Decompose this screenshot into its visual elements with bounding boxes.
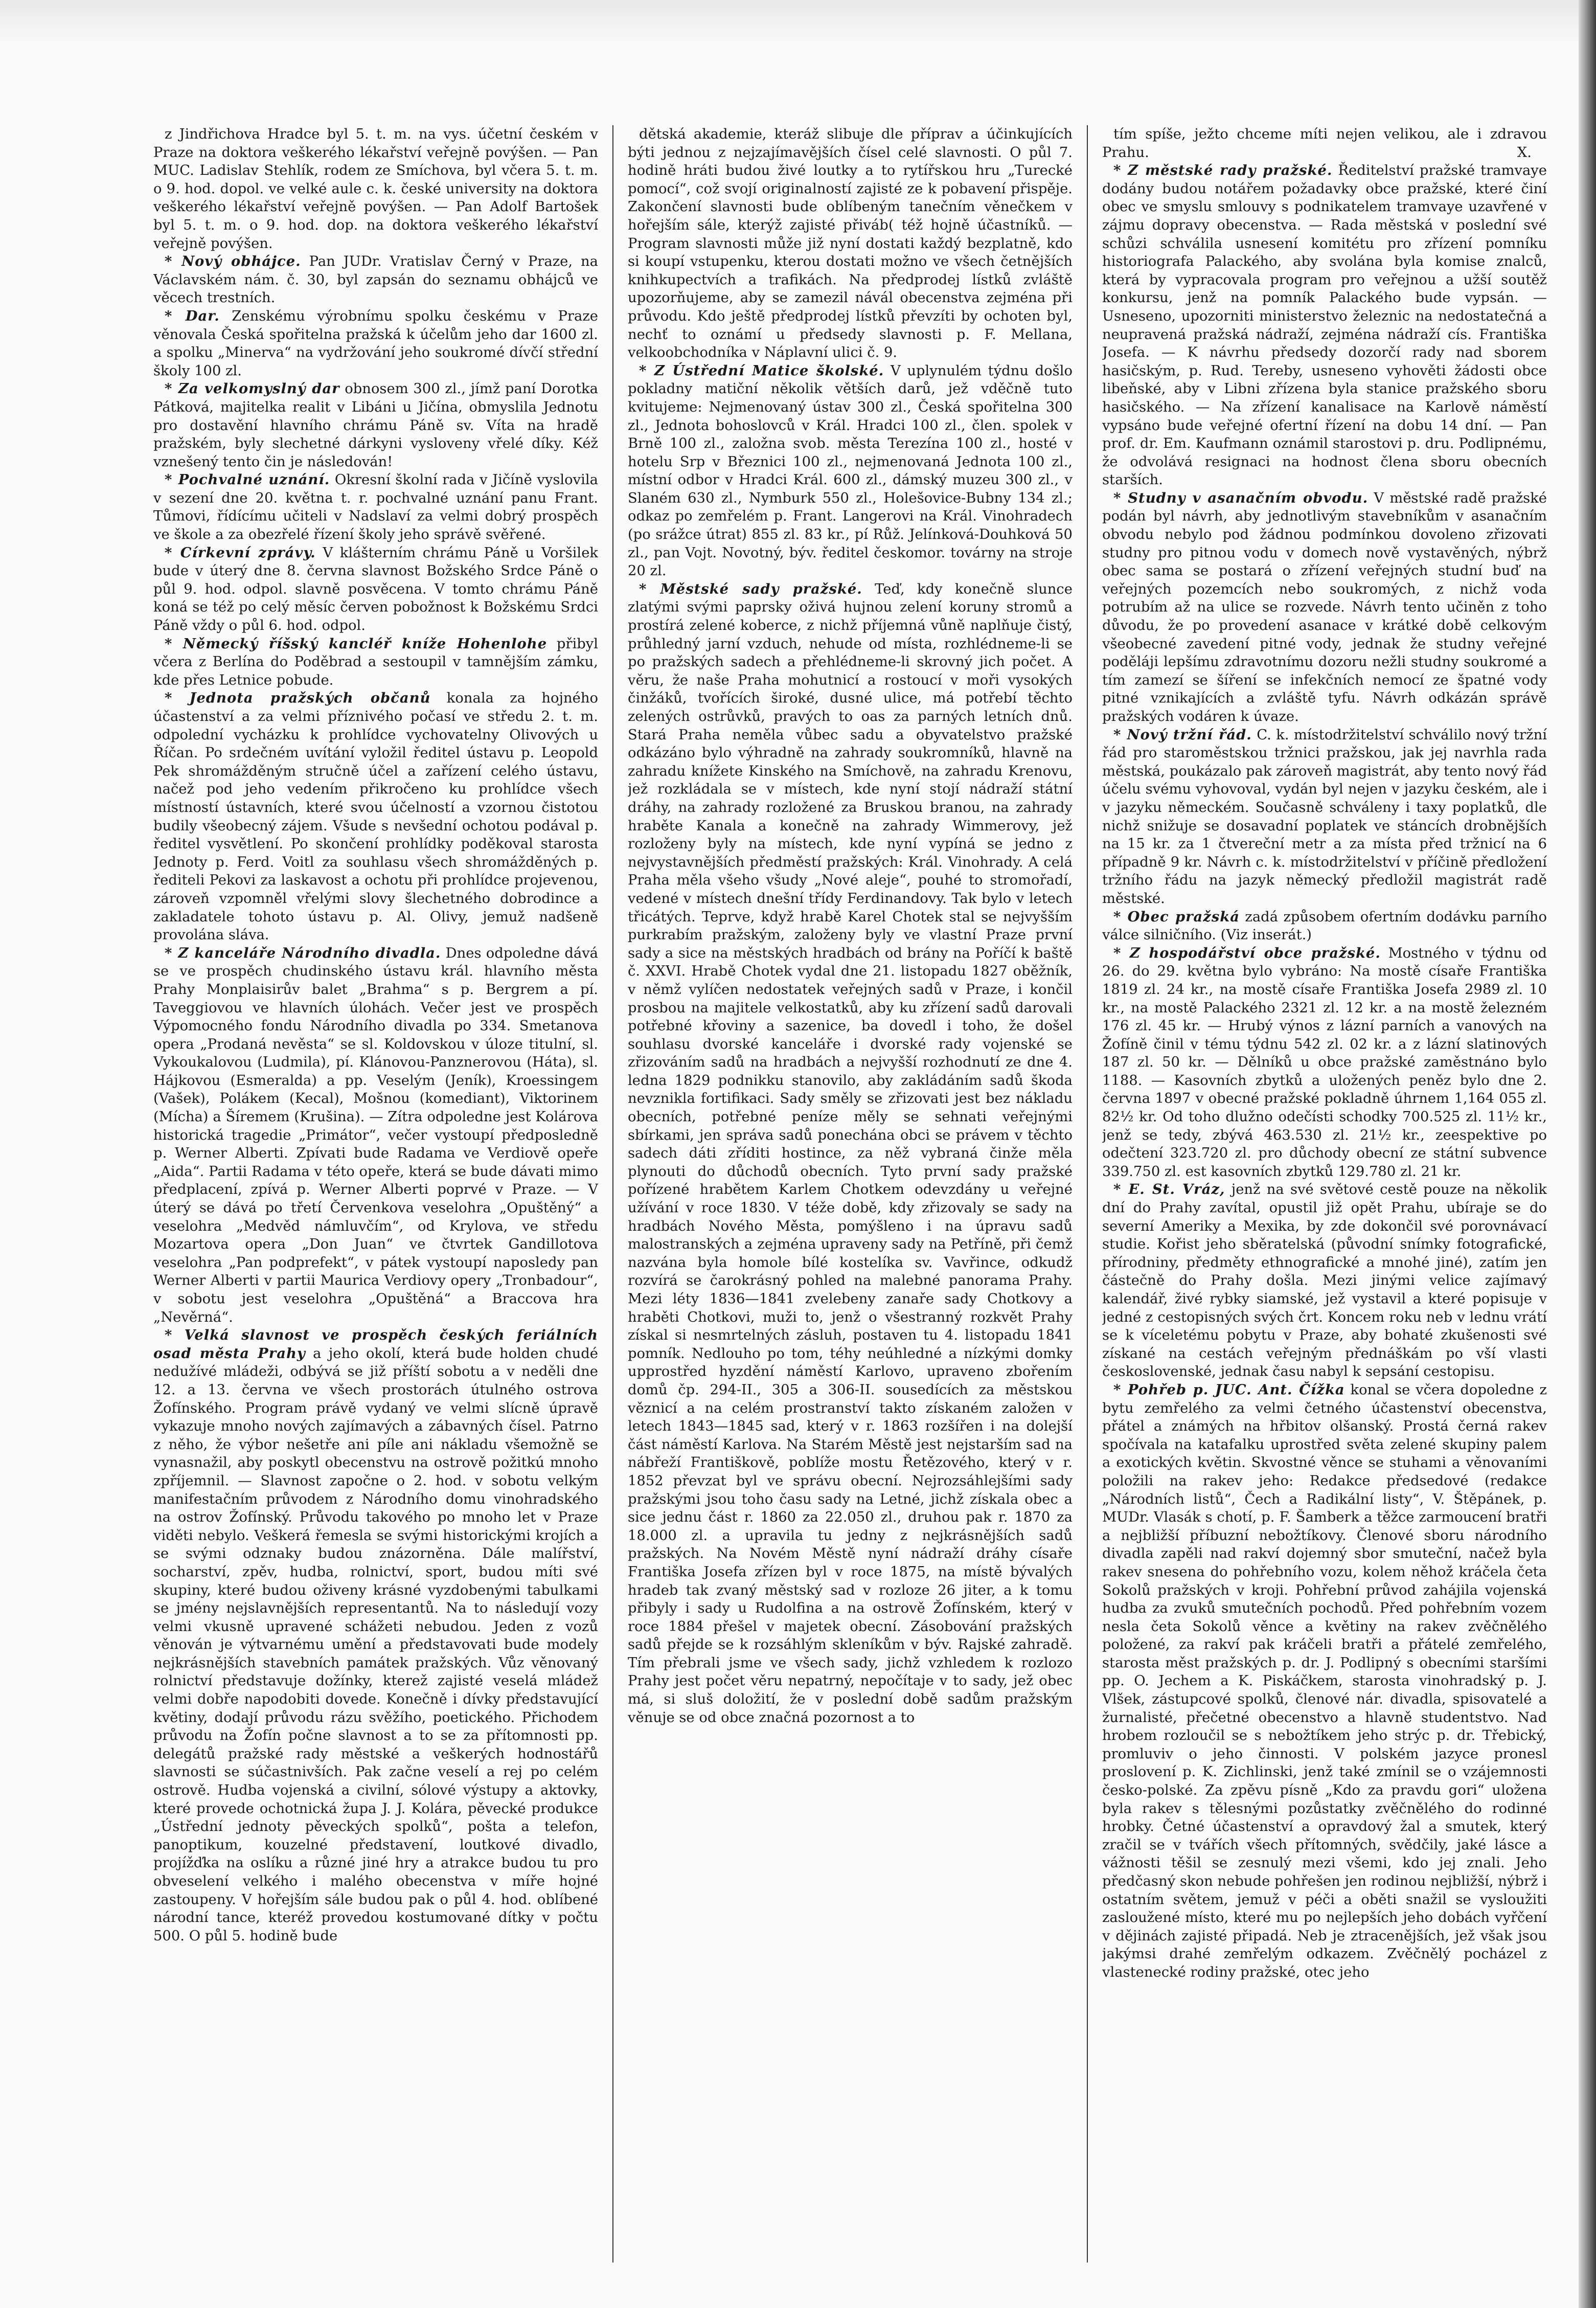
column-1: [153, 125, 598, 2262]
article-paragraph: [628, 125, 1073, 362]
article-paragraph: [1102, 944, 1547, 1181]
article-heading: * Městské sady pražské.: [639, 580, 862, 597]
article-paragraph: [1102, 125, 1547, 162]
article-text: V uplynulém týdnu došlo pokladny matiční několik větších darů, jež vděčně tuto kvitujeme: Nejmenovaný ústav 300 zl., Česká spořitelna 300 zl., Jednota bohoslovců v Král. Hradci 100 zl., člen. spolek v Brně 100 zl., založna svob. města Terezína 100 zl., hosté v hotelu Srp v Březnici 100 zl., nejmenovaná Jednota 100 zl., místní odbor v Hradci Král. 600 zl., dámský muzeu 300 zl., v Slaném 630 zl., Nymburk 550 zl., Holešovice-Bubny 134 zl.; odkaz po zemřelém p. Frant. Langerovi na Král. Vinohradech (po srážce útrat) 855 zl. 83 kr., pí Růž. Jelínková-Douhková 50 zl., pan Vojt. Novotný, býv. ředitel českomor. továrny na stroje 20 zl.: [628, 363, 1073, 579]
article-heading: * Velká slavnost ve prospěch českých feriálních osad města Prahy: [153, 1327, 598, 1362]
article-text: zadá způsobem ofertním dodávku parního válce silničního. (Viz inserát.): [1102, 909, 1547, 943]
article-paragraph: [153, 689, 598, 944]
article-paragraph: [153, 253, 598, 307]
article-heading: * Z hospodářství obce pražské.: [1113, 944, 1381, 961]
article-paragraph: [1102, 489, 1547, 726]
article-heading: * Nový tržní řád.: [1113, 726, 1252, 743]
article-text: Ředitelství pražské tramvaye dodány budou notářem požadavky obce pražské, které činí obec ve smyslu smlouvy s podnikatelem tramvaye uzavřené v zájmu dopravy obecenstva. — Rada městská v poslední své schůzi schválila usnesení komitétu pro zřízení pomníku historiografa Palackého, aby svolána byla komise znalců, která by vypracovala program pro veřejnou a užší soutěž konkursu, jenž na pomník Palackého bude vypsán. — Usneseno, upozorniti ministerstvo železnic na nedostatečná a neupravená pražská nádraží, zejména nádraží cís. Františka Josefa. — K návrhu předsedy dozorčí rady nad sborem hasičským, p. Rud. Tereby, usneseno vyhověti žádosti obce libeňské, aby v Libni zřízena byla stanice pražského sboru hasičského. — Na zřízení kanalisace na Karlově náměstí vypsáno bude veřejné ofertní řízení na dobu 14 dní. — Pan prof. dr. Em. Kaufmann oznámil starostovi p. dru. Podlipnému, že odvolává resignaci na hodnost člena sboru obecních starších.: [1102, 163, 1547, 488]
article-text: obnosem 300 zl., jímž paní Dorotka Pátková, majitelka realit v Libáni u Jičína, obmyslila Jednotu pro dostavění hlavního chrámu Páně sv. Víta na hradě pražském, byly slechetné dárkyni vysloveny vřelé díky. Kéž vznešený tento čin je následován!: [153, 381, 598, 470]
article-paragraph: [153, 471, 598, 544]
article-heading: * Německý říšský kancléř kníže Hohenlohe: [165, 635, 548, 652]
article-heading: * Pochvalné uznání.: [165, 471, 330, 488]
column-3: [1102, 125, 1547, 2262]
article-text: Dnes odpoledne dává se ve prospěch chudinského ústavu král. hlavního města Prahy Monplaisirův balet „Brahma“ s p. Bergrem a pí. Taveggiovou ve hlavních úlohách. Večer jest ve prospěch Výpomocného fondu Národního divadla po 334. Smetanova opera „Prodaná nevěsta“ se sl. Koldovskou v úloze titulní, sl. Vykoukalovou (Ludmila), pí. Klánovou-Panznerovou (Háta), sl. Hájkovou (Esmeralda) a pp. Veselým (Jeník), Kroessingem (Vašek), Polákem (Kecal), Mošnou (komediant), Viktorinem (Mícha) a Šíremem (Krušina). — Zítra odpoledne jest Kolárova historická tragedie „Primátor“, večer vystoupí předposledně p. Werner Alberti. Zpívati bude Radama ve Verdiově opeře „Aida“. Partii Radama v této opeře, která se bude dávati mimo předplacení, zpívá p. Werner Alberti poprvé v Praze. — V úterý se dává po třetí Červenkova veselohra „Opuštěný“ a veselohra „Medvěd námluvčím“, od Krylova, ve středu Mozartova opera „Don Juan“ ve čtvrtek Gandillotova veselohra „Pan podprefekt“, v pátek vystoupí naposledy pan Werner Alberti v partii Maurica Verdiovy opery „Tronbadour“, v sobotu jest veselohra „Opuštěná“ a Braccova hra „Nevěrná“.: [153, 945, 598, 1325]
column-2: [628, 125, 1073, 2262]
article-text: Okresní školní rada v Jičíně vyslovila v sezení dne 20. května t. r. pochvalné uznání panu Frant. Tůmovi, řídícímu učiteli v Nadslaví za velmi dobrý prospěch ve škole a za obezřelé řízení školy jeho správě svěřené.: [153, 472, 598, 543]
article-paragraph: [153, 307, 598, 380]
article-paragraph: [1102, 1181, 1547, 1381]
article-heading: * Z Ústřední Matice školské.: [639, 362, 884, 379]
article-text: jenž na své světové cestě pouze na několik dní do Prahy zavítal, opustil již opět Prahu, ubíraje se do severní Ameriky a Mexika, by zde dokončil své porovnávací studie. Kořist jeho sběratelská (původní snímky fotografické, přírodniny, předměty ethnografické a mnohé jiné), zatím jen částečně do Prahy došla. Mezi jinými velice zajímavý kalendář, živé rybky siamské, jež vystavil a které popisuje v jedné z cestopisných svých črt. Koncem roku neb v lednu vrátí se k víceletému pobytu v Praze, aby bohaté zkušenosti své získané na cestách veřejným přednáškám po vší vlasti československé, jednak času nabyl k sepsání cestopisu.: [1102, 1182, 1547, 1380]
article-paragraph: [628, 580, 1073, 1727]
article-heading: * Pohřeb p. JUC. Ant. Čížka: [1113, 1381, 1345, 1398]
article-paragraph: [153, 635, 598, 690]
article-text: z Jindřichova Hradce byl 5. t. m. na vys. účetní českém v Praze na doktora veškerého lékařství veřejně povýšen. — Pan MUC. Ladislav Stehlík, rodem ze Smíchova, byl včera 5. t. m. o 9. hod. dopol. ve velké aule c. k. české university na doktora veškerého lékařství veřejně povýšen. — Pan Adolf Bartošek byl 5. t. m. o 9. hod. dop. na doktora veškerého lékařství veřejně povýšen.: [153, 126, 598, 252]
article-text: přibyl včera z Berlína do Poděbrad a sestoupil v tamnějším zámku, kde přes Letnice pobude.: [153, 636, 598, 688]
article-paragraph: [153, 944, 598, 1326]
article-text: Teď, kdy konečně slunce zlatými svými paprsky oživá hujnou zelení koruny stromů a prostírá zelené koberce, z nichž příjemná vůně naplňuje čistý, průhledný jarní vzduch, nehude od místa, rozhlédneme-li se po pražských sadech a přehlédneme-li skrovný jich počet. A věru, že naše Praha mohutnicí a rostoucí v moři vysokých činžáků, tvořících široké, dusné ulice, má potřebí těchto zelených ostrůvků, pravých to oas za parných letních dnů. Stará Praha neměla vůbec sadu a obyvatelstvo pražské odkázáno bylo výhradně na zahrady soukromníků, hlavně na zahradu knížete Kinského na Smíchově, na zahradu Krenovu, jež rozkládala se v místech, kde nyní stojí nádraží státní dráhy, na zahrady rozložené za Bruskou branou, na zahrady hraběte Kanala a konečně na zahrady Wimmerovy, jež rozloženy byly na místech, kde nyní vypíná se jedno z nejvystavnějších předměstí pražských: Král. Vinohrady. A celá Praha měla všeho všudy „Nové aleje“, pouhé to stromořadí, vedené v místech dnešní třídy Ferdinandovy. Tak bylo v letech třicátých. Teprve, když hrabě Karel Chotek stal se nejvyšším purkrabím pražským, založeny byly ve vlastní Praze první sady a sice na městských hradbách od brány na Poříčí k baště č. XXVI. Hrabě Chotek vydal dne 21. listopadu 1827 oběžník, v němž vylíčen nedostatek veřejných sadů v Praze, i končil prosbou na majitele velkostatků, aby ku zřízení sadů darovali potřebné křoviny a sazenice, ba dovedl i toho, že došel souhlasu dvorské kanceláře i dvorské rady vojenské se zřizováním sadů na hradbách a nejvyšší rozhodnutí ze dne 4. ledna 1829 podnikku stanovilo, aby zakládáním sadů škoda nevznikla fortifikaci. Sady směly se zřizovati jest bez nákladu obecních, potřebné peníze měly se sehnati veřejnými sbírkami, jen správa sadů ponechána obci se právem v těchto sadech dáti zříditi hostince, za něž vybraná činže měla plynouti do důchodů obecních. Tyto první sady pražské pořízené hrabětem Karlem Chotkem odevzdány u veřejné užívání v roce 1830. V téže době, kdy zřizovaly se sady na hradbách Nového Města, pomýšleno i na úpravu sadů malostranských a zejména upraveny sady na Petříně, při čemž nazvána byla homole bílé kostelíka sv. Vavřince, odkudž rozvírá se čarokrásný pohled na malebné panorama Prahy. Mezi léty 1836—1841 zvelebeny zanaře sady Chotkovy a hraběti Chotkovi, muži to, jenž o všestranný rozkvět Prahy získal si nesmrtelných zásluh, postaven tu 4. listopadu 1841 pomník. Nedlouho po tom, téhy neúhledné a nízkými domky upprostřed hyzdění náměstí Karlovo, upraveno zbořením domů čp. 294-II., 305 a 306-II. sousedících za městskou věznicí a na celém prostranství takto získaném založen v letech 1843—1845 sad, který v r. 1863 rozšířen i na dolejší část náměstí Karlova. Na Starém Městě jest nejstarším sad na nábřeží Františkově, poblíže mostu Řetězového, který v r. 1852 převzat byl ve správu obecní. Nejrozsáhlejšími sady pražskými jsou toho času sady na Letné, jichž získala obec a sice jednu část r. 1860 za 22.050 zl., druhou pak r. 1870 za 18.000 zl. a upravila tu jedny z nejkrásnějších sadů pražských. Na Novém Městě nyní nádraží dráhy císaře Františka Josefa zřízen byl v roce 1875, na místě bývalých hradeb tak zvaný městský sad v rozloze 26 jiter, a k tomu přibyly i sady u Rudolfina a na ostrově Žofínském, který v roce 1884 přešel v majetek obecní. Zásobování pražských sadů přejde se k rozsáhlým skleníkům v býv. Rajské zahradě. Tím přebrali jsme ve všech sady, jichž vzhledem k rozlozo Prahy jest počet věru nepatrný, nepočítaje v to sady, jež obec má, si sluš doložití, že v poslední době sadům pražským věnuje se od obce značná pozornost a to: [628, 581, 1073, 1726]
column-rule-1: [612, 125, 613, 2262]
article-paragraph: [1102, 1381, 1547, 1982]
article-text: konala za hojného účastenství a za velmi příznivého počasí ve středu 2. t. m. odpolední vycházku k prohlídce vychovatelny Olivových u Říčan. Po srdečném uvítání vyložil ředitel ústavu p. Leopold Pek shromážděným stručně účel a zařízení celého ústavu, načež pod jeho vedením přikročeno ku prohlídce všech místností ústavních, které svou účelností a vzornou čistotou budily všeobecný zájem. Všude s nevšední ochotou podával p. ředitel vysvětlení. Po skončení prohlídky poděkoval starosta Jednoty p. Ferd. Voitl za souhlasu všech shromážděných p. řediteli Pekovi za laskavost a ochotu při prohlídce projevenou, zároveň vzpomněl vřelými slovy šlechetného dobrodince a zakladatele tohoto ústavu p. Al. Olivy, jemuž nadšeně provolána sláva.: [153, 690, 598, 943]
article-paragraph: [153, 380, 598, 471]
article-paragraph: [1102, 162, 1547, 489]
article-heading: * Z kanceláře Národního divadla.: [165, 944, 441, 961]
article-heading: * Nový obhájce.: [165, 253, 301, 270]
column-rule-2: [1087, 125, 1088, 2262]
article-signature: X.: [1517, 144, 1532, 161]
article-paragraph: [1102, 908, 1547, 944]
article-heading: * Církevní zprávy.: [165, 544, 316, 561]
article-heading: * E. St. Vráz,: [1113, 1181, 1225, 1198]
article-heading: * Z městské rady pražské.: [1113, 162, 1333, 179]
article-heading: * Dar.: [165, 307, 220, 324]
article-heading: * Jednota pražských občanů: [165, 690, 431, 707]
article-text: Zenskému výrobnímu spolku českému v Praze věnovala Česká spořitelna pražská k účelům jeho dar 1600 zl. a spolku „Minerva“ na vydržování jeho soukromé dívčí střední školy 100 zl.: [153, 308, 598, 379]
article-text: tím spíše, ježto chceme míti nejen velikou, ale i zdravou Prahu.: [1102, 126, 1547, 161]
article-paragraph: [153, 1326, 598, 1945]
article-text: konal se včera dopoledne z bytu zemřelého za velmi četného účastenství obecenstva, přátel a známých na hřbitov olšanský. Prostá černá rakev spočívala na katafalku uprostřed světa zelené skupiny palem a exotických květin. Skvostné věnce se stuhami a věnovaními položili na rakev jeho: Redakce předsedové (redakce „Národních listů“, Čech a Radikální listy“, V. Štěpánek, p. MUDr. Vlasák s chotí, p. F. Šamberk a těžce zarmoucení bratři a nejbližší příbuzní nebožtíkovy. Členové sboru národního divadla zapěli nad rakví dojemný sbor smuteční, načež byla rakev snesena do pohřebního vozu, kolem něhož kráčela četa Sokolů pražských v kroji. Pohřební průvod zahájila vojenská hudba za zvuků smutečních pochodů. Před pohřebním vozem nesla četa Sokolů věnce a květiny na rakev zvěčnělého položené, za rakví pak kráčeli bratři a přátelé zemřelého, starosta měst pražských p. dr. J. Podlipný s obecními staršími pp. O. Jechem a K. Piskáčkem, starosta vinohradský p. J. Vlšek, zástupcové spolků, členové nár. divadla, spisovatelé a žurnalisté, přečetné obecenstvo a hlavně studentstvo. Nad hrobem rozloučil se s nebožtíkem jeho strýc p. dr. Třebický, promluviv o jeho činnosti. V polském jazyce pronesl proslovení p. K. Zichlinski, jenž také zmínil se o vzájemnosti česko-polské. Za zpěvu písně „Kdo za pravdu gori“ uložena byla rakev s tělesnými pozůstatky zvěčnělého do rodinné hrobky. Četné účastenství a opravdový žal a smutek, který zračil se v tvářích všech přítomných, svědčily, jaké lásce a vážnosti těšil se zesnulý mezi všemi, kdo jej znali. Jeho předčasný skon nebude pohřešen jen rodinou nejbližší, nýbrž i ostatním světem, jemuž v péči a oběti snažil se vysloužiti zasloužené místo, které mu po nejlepších jeho dobách vyřčení v dějinách zajisté připadá. Neb je ztracenějších, jež však jsou jakýmsi drahé zemřelým odkazem. Zvěčnělý pocházel z vlastenecké rodiny pražské, otec jeho: [1102, 1382, 1547, 1980]
article-text: C. k. místodržitelství schválilo nový tržní řád pro staroměstskou tržnici pražskou, jak jej navrhla rada městská, poukázalo pak zároveň magistrát, aby tento nový řád účelu svému vyhovoval, vydán byl nejen v jazyku českém, ale i v jazyku německém. Současně schváleny i taxy poplatků, dle nichž snižuje se dosavadní poplatek ve stáncích drobnějších na 15 kr. za 1 čtvereční metr a za místa před tržnicí na 6 případně 9 kr. Návrh c. k. místodržitelství v příčině předložení tržního řádu na jazyk německý předložil magistrát radě městské.: [1102, 727, 1547, 907]
article-paragraph: [628, 362, 1073, 580]
article-paragraph: [153, 544, 598, 635]
article-text: a jeho okolí, která bude holden chudé nedužívé mládeži, odbývá se již příští sobotu a v neděli dne 12. a 13. června ve všech prostorách útulného ostrova Žofínského. Program právě vydaný ve velmi slícně úpravě vykazuje mnoho nových zajímavých a zábavných čísel. Patrno z něho, že výbor nešetře ani píle ani nákladu všemožně se vynasnažil, aby poskytl obecenstvu na ostrově požitkú mnoho zpříjemnil. — Slavnost započne o 2. hod. v sobotu velkým manifestačním průvodem z Národního domu vinohradského na ostrov Žofínský. Průvodu takového po mnoho let v Praze viděti nebylo. Veškerá řemesla se svými historickými krojích a se svými odznaky budou znázorněna. Dále malířství, socharství, zpěv, hudba, rolnictví, sport, budou míti své skupiny, které budou oživeny krásné vyzdobenými tabulkami se jmény nejslavnějších representantů. Na to následují vozy velmi vkusně upravené schážeti nebudou. Jeden z vozů věnován je výtvarnému umění a představovati bude modely nejkrásnějších stavebních památek pražských. Vůz věnovaný rolnictví představuje dožínky, kterež zajisté veselá mládež velmi dobře napodobiti dovede. Konečně i dívky představující květiny, dodají průvodu rázu svěžího, poetického. Přichodem průvodu na Žofín počne slavnost a to se za přítomnosti pp. delegátů pražské rady městské a veškerých hodnostářů slavnosti se súčastnivších. Pak začne veselí a rej po celém ostrově. Hudba vojenská a civilní, sólové výstupy a aktovky, které provede ochotnická župa J. J. Kolára, pěvecké produkce „Ústřední jednoty pěveckých spolků“, pošta a telefon, panoptikum, kouzelné představení, loutkové divadlo, projížďka na oslíku a různé jiné hry a atrakce budou tu pro obveselení velkého i malého obecenstva v míře hojné zastoupeny. V hořejším sále budou pak o půl 4. hod. oblíbené národní tance, kteréž provedou kostumované dítky v počtu 500. O půl 5. hodině bude: [153, 1345, 598, 1944]
article-heading: * Obec pražská: [1113, 908, 1240, 925]
scan-top-shade: [0, 0, 1596, 46]
newspaper-page: [153, 125, 1554, 2262]
article-text: dětská akademie, kteráž slibuje dle příprav a účinkujících býti jednou z nejzajímavějších čísel celé slavnosti. O půl 7. hodině hráti budou živé loutky a to rytířskou hru „Turecké pomocí“, což svojí originalností zajisté ze k pobavení přispěje. Zakončení slavnosti bude oblíbeným tanečním věnečkem v hořejším sále, kterýž zajisté přiváb( též hojně účastníků. — Program slavnosti může již nyní dostati každý bezplatně, kdo si koupí vstupenku, kterou dostati možno ve všech četnějších knihkupectvích a trafikách. Na předprodej lístků zvláště upozorňujeme, aby se zamezil návál obecenstva zejména při průvodu. Kdo ještě předprodej lístků převzíti by ochoten byl, nechť to oznámí u předsedy slavnosti p. F. Mellana, velkoobchodníka v Náplavní ulici č. 9.: [628, 126, 1073, 361]
scan-right-edge: [1579, 0, 1596, 2308]
article-paragraph: [153, 125, 598, 253]
article-text: Mostného v týdnu od 26. do 29. května bylo vybráno: Na mostě císaře Františka 1819 zl. 24 kr., na mostě císaře Františka Josefa 2989 zl. 10 kr., na mostě Palackého 2321 zl. 12 kr. a na mostě železném 176 zl. 45 kr. — Hrubý výnos z lázní parních a vanových na Žofíně činil v tému týdnu 542 zl. 02 kr. a z lázní slatinových 187 zl. 50 kr. — Dělníků u obce pražské zaměstnáno bylo 1188. — Kasovních zbytků a uložených peněz bylo dne 2. června 1897 v obecné pražské pokladně úhrnem 1,164 055 zl. 82½ kr. Od toho dlužno odečísti schodky 700.525 zl. 11½ kr., jenž se tedy, zbývá 463.530 zl. 21½ kr., zeespektive po odečtení 323.720 zl. pro důchody obecní ze státní subvence 339.750 zl. est kasovních zbytků 129.780 zl. 21 kr.: [1102, 945, 1547, 1180]
article-text: V městské radě pražské podán byl návrh, aby jednotlivým stavebníkům v asanačním obvodu nebylo pod žádnou podmínkou dovoleno zřizovati studny pro pitnou vodu v domech nově vystavěných, nýbrž obec sama se postará o zřízení veřejných studní buď na veřejných pozemcích nebo soukromých, z nichž voda potrubím až na ulice se rozvede. Návrh tento učiněn z toho důvodu, že po provedení asanace v krátké době celkovým všeobecné zavedení pitné vody, jednak že studny veřejné poděláji lepšímu zdravotnímu dozoru nežli studny soukromé a tím zamezí se šíření se infekčních nemocí ze špatné vody pitné vznikajících a zvláště tyfu. Návrh odkázán správě pražských vodáren k úvaze.: [1102, 490, 1547, 725]
article-text: V klášterním chrámu Páně u Voršilek bude v úterý dne 8. června slavnost Božského Srdce Páně o půl 9. hod. odpol. slavně posvěcena. V tomto chrámu Páně koná se též po celý měsíc červen pobožnost k Božskému Srdci Páně vždy o půl 6. hod. odpol.: [153, 545, 598, 634]
article-heading: * Za velkomyslný dar: [165, 380, 340, 397]
article-paragraph: [1102, 726, 1547, 908]
article-heading: * Studny v asanačním obvodu.: [1113, 489, 1369, 506]
article-text: Pan JUDr. Vratislav Černý v Praze, na Václavském nám. č. 30, byl zapsán do seznamu obhájců ve věcech trestních.: [153, 254, 598, 306]
